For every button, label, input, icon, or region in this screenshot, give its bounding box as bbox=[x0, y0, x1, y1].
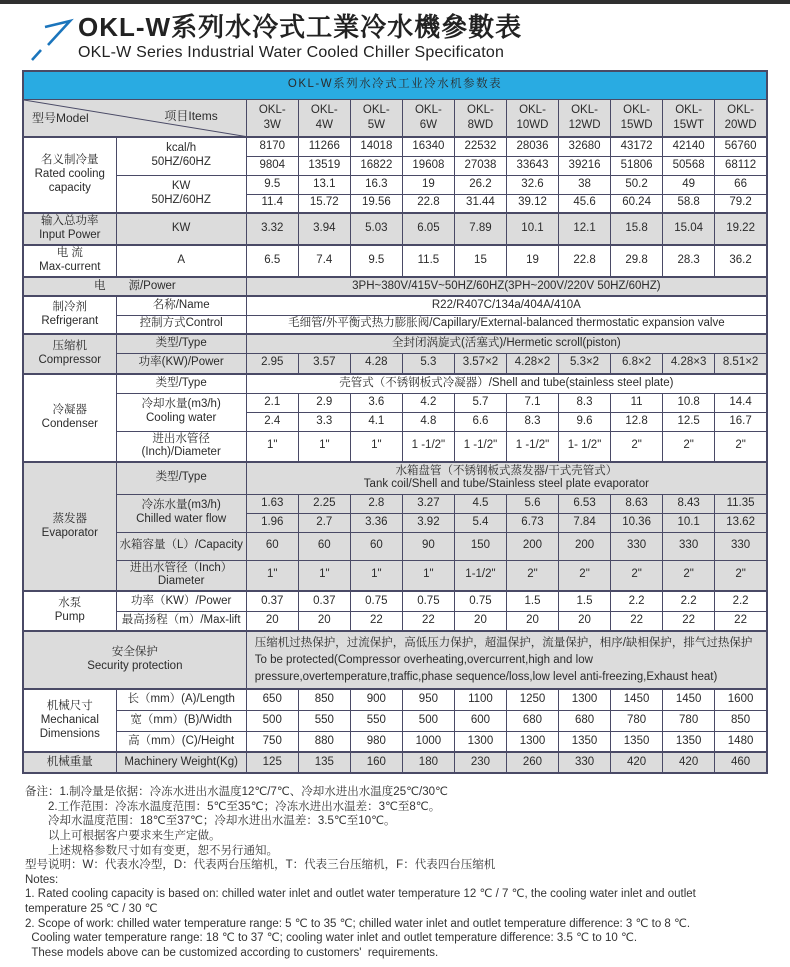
value-rated-cooling-r0-c1: 11266 bbox=[298, 137, 350, 156]
span-value-security-0: 压缩机过热保护，过流保护，高低压力保护，超温保护，流量保护，相序/缺相保护，排气过热保护 To be protected(Compressor overheating,overcurrent,high and low pressure,overtemperature,traffic,phase sequence/loss,low level anti-freezing,Exhaust heat) bbox=[246, 631, 767, 689]
value-weight-r0-c5: 260 bbox=[506, 752, 558, 773]
value-dimensions-r2-c3: 1000 bbox=[402, 731, 454, 752]
value-condenser-r3-c4: 1 -1/2" bbox=[454, 431, 506, 462]
value-condenser-r1-c0: 2.1 bbox=[246, 393, 298, 412]
value-weight-r0-c1: 135 bbox=[298, 752, 350, 773]
value-max-current-r0-c8: 28.3 bbox=[663, 245, 715, 277]
value-condenser-r2-c7: 12.8 bbox=[611, 412, 663, 431]
item-label-condenser-0: 类型/Type bbox=[116, 374, 246, 393]
note-line-6: Notes: bbox=[25, 873, 59, 886]
value-evaporator-r3-c8: 330 bbox=[663, 532, 715, 560]
value-pump-r1-c5: 20 bbox=[506, 611, 558, 631]
value-compressor-r1-c1: 3.57 bbox=[298, 353, 350, 374]
value-dimensions-r0-c7: 1450 bbox=[611, 689, 663, 710]
value-rated-cooling-r2-c7: 50.2 bbox=[611, 175, 663, 194]
value-evaporator-r3-c7: 330 bbox=[611, 532, 663, 560]
value-condenser-r3-c1: 1" bbox=[298, 431, 350, 462]
value-rated-cooling-r2-c3: 19 bbox=[402, 175, 454, 194]
notes-block bbox=[25, 785, 790, 960]
value-rated-cooling-r1-c9: 68112 bbox=[715, 156, 767, 175]
section-label-condenser: 冷凝器 Condenser bbox=[23, 374, 116, 462]
value-dimensions-r2-c4: 1300 bbox=[454, 731, 506, 752]
value-evaporator-r4-c1: 1" bbox=[298, 560, 350, 591]
span-value-compressor-0: 全封闭涡旋式(活塞式)/Hermetic scroll(piston) bbox=[246, 334, 767, 353]
value-evaporator-r2-c4: 5.4 bbox=[454, 513, 506, 532]
value-pump-r1-c0: 20 bbox=[246, 611, 298, 631]
item-label-evaporator-1: 冷冻水量(m3/h) Chilled water flow bbox=[116, 494, 246, 532]
table-row-rated-cooling-0 bbox=[23, 137, 767, 156]
table-row-max-current-0 bbox=[23, 245, 767, 277]
value-evaporator-r1-c7: 8.63 bbox=[611, 494, 663, 513]
value-compressor-r1-c7: 6.8×2 bbox=[611, 353, 663, 374]
value-evaporator-r3-c5: 200 bbox=[506, 532, 558, 560]
corner-model-label: 型号Model bbox=[32, 110, 89, 125]
value-rated-cooling-r3-c1: 15.72 bbox=[298, 194, 350, 213]
value-pump-r0-c8: 2.2 bbox=[663, 591, 715, 611]
value-rated-cooling-r0-c7: 43172 bbox=[611, 137, 663, 156]
table-row-evaporator-3 bbox=[23, 532, 767, 560]
value-dimensions-r1-c3: 500 bbox=[402, 710, 454, 731]
value-compressor-r1-c3: 5.3 bbox=[402, 353, 454, 374]
table-row-condenser-0 bbox=[23, 374, 767, 393]
arrow-up-right-icon bbox=[28, 15, 74, 63]
value-pump-r0-c9: 2.2 bbox=[715, 591, 767, 611]
column-header-okl-5w: OKL- 5W bbox=[350, 99, 402, 137]
value-dimensions-r2-c1: 880 bbox=[298, 731, 350, 752]
value-condenser-r2-c9: 16.7 bbox=[715, 412, 767, 431]
value-pump-r1-c8: 22 bbox=[663, 611, 715, 631]
value-pump-r0-c4: 0.75 bbox=[454, 591, 506, 611]
value-pump-r1-c6: 20 bbox=[559, 611, 611, 631]
value-condenser-r2-c8: 12.5 bbox=[663, 412, 715, 431]
value-dimensions-r1-c6: 680 bbox=[559, 710, 611, 731]
page-subtitle: OKL-W Series Industrial Water Cooled Chiller Specificaton bbox=[78, 43, 505, 61]
value-weight-r0-c8: 420 bbox=[663, 752, 715, 773]
value-condenser-r2-c4: 6.6 bbox=[454, 412, 506, 431]
table-row-refrigerant-1 bbox=[23, 315, 767, 334]
title-block bbox=[78, 13, 522, 62]
value-evaporator-r2-c0: 1.96 bbox=[246, 513, 298, 532]
value-compressor-r1-c2: 4.28 bbox=[350, 353, 402, 374]
table-row-evaporator-0 bbox=[23, 462, 767, 494]
value-evaporator-r1-c4: 4.5 bbox=[454, 494, 506, 513]
value-rated-cooling-r0-c4: 22532 bbox=[454, 137, 506, 156]
value-evaporator-r2-c3: 3.92 bbox=[402, 513, 454, 532]
item-label-input-power-0: KW bbox=[116, 213, 246, 245]
note-line-2: 冷却水温度范围：18℃至37℃；冷却水进出水温差：3.5℃至10℃。 bbox=[25, 815, 396, 828]
section-label-evaporator: 蒸发器 Evaporator bbox=[23, 462, 116, 591]
item-label-weight-0: Machinery Weight(Kg) bbox=[116, 752, 246, 773]
value-condenser-r3-c0: 1" bbox=[246, 431, 298, 462]
section-label-power-supply: 电 源/Power bbox=[23, 277, 246, 296]
item-label-dimensions-2: 高（mm）(C)/Height bbox=[116, 731, 246, 752]
section-label-dimensions: 机械尺寸 Mechanical Dimensions bbox=[23, 689, 116, 752]
note-line-0: 备注：1.制冷量是依据：冷冻水进出水温度12℃/7℃、冷却水进出水温度25℃/30℃ bbox=[25, 786, 448, 799]
table-row-evaporator-1 bbox=[23, 494, 767, 513]
value-dimensions-r0-c8: 1450 bbox=[663, 689, 715, 710]
item-label-condenser-3: 进出水管径 (Inch)/Diameter bbox=[116, 431, 246, 462]
value-dimensions-r2-c8: 1350 bbox=[663, 731, 715, 752]
value-rated-cooling-r2-c6: 38 bbox=[559, 175, 611, 194]
value-max-current-r0-c2: 9.5 bbox=[350, 245, 402, 277]
value-evaporator-r3-c6: 200 bbox=[559, 532, 611, 560]
corner-header-cell bbox=[23, 99, 246, 137]
value-rated-cooling-r0-c5: 28036 bbox=[506, 137, 558, 156]
value-dimensions-r0-c4: 1100 bbox=[454, 689, 506, 710]
column-header-okl-6w: OKL- 6W bbox=[402, 99, 454, 137]
value-pump-r0-c3: 0.75 bbox=[402, 591, 454, 611]
span-value-condenser-0: 壳管式（不锈钢板式冷凝器）/Shell and tube(stainless steel plate) bbox=[246, 374, 767, 393]
value-rated-cooling-r3-c5: 39.12 bbox=[506, 194, 558, 213]
value-max-current-r0-c0: 6.5 bbox=[246, 245, 298, 277]
value-rated-cooling-r3-c6: 45.6 bbox=[559, 194, 611, 213]
value-evaporator-r1-c9: 11.35 bbox=[715, 494, 767, 513]
value-evaporator-r1-c8: 8.43 bbox=[663, 494, 715, 513]
span-value-power-supply-0: 3PH~380V/415V~50HZ/60HZ(3PH~200V/220V 50HZ/60HZ) bbox=[246, 277, 767, 296]
value-dimensions-r1-c2: 550 bbox=[350, 710, 402, 731]
span-value-evaporator-0: 水箱盘管（不锈钢板式蒸发器/干式壳管式） Tank coil/Shell and tube/Stainless steel plate evaporator bbox=[246, 462, 767, 494]
value-dimensions-r2-c6: 1350 bbox=[559, 731, 611, 752]
value-weight-r0-c9: 460 bbox=[715, 752, 767, 773]
value-dimensions-r1-c8: 780 bbox=[663, 710, 715, 731]
section-label-input-power: 输入总功率 Input Power bbox=[23, 213, 116, 245]
value-evaporator-r4-c7: 2" bbox=[611, 560, 663, 591]
value-rated-cooling-r2-c1: 13.1 bbox=[298, 175, 350, 194]
value-rated-cooling-r2-c9: 66 bbox=[715, 175, 767, 194]
table-row-pump-0 bbox=[23, 591, 767, 611]
value-rated-cooling-r1-c4: 27038 bbox=[454, 156, 506, 175]
value-pump-r1-c7: 22 bbox=[611, 611, 663, 631]
value-weight-r0-c7: 420 bbox=[611, 752, 663, 773]
value-dimensions-r0-c9: 1600 bbox=[715, 689, 767, 710]
value-input-power-r0-c6: 12.1 bbox=[559, 213, 611, 245]
table-row-security-0 bbox=[23, 631, 767, 689]
value-rated-cooling-r3-c0: 11.4 bbox=[246, 194, 298, 213]
table-row-compressor-1 bbox=[23, 353, 767, 374]
value-condenser-r1-c5: 7.1 bbox=[506, 393, 558, 412]
value-evaporator-r1-c6: 6.53 bbox=[559, 494, 611, 513]
column-header-okl-15wt: OKL- 15WT bbox=[663, 99, 715, 137]
table-row-power-supply-0 bbox=[23, 277, 767, 296]
table-row-weight-0 bbox=[23, 752, 767, 773]
corner-items-label: 项目Items bbox=[164, 108, 218, 123]
item-label-evaporator-3: 水箱容量（L）/Capacity bbox=[116, 532, 246, 560]
value-evaporator-r3-c3: 90 bbox=[402, 532, 454, 560]
value-evaporator-r2-c9: 13.62 bbox=[715, 513, 767, 532]
item-label-dimensions-1: 宽（mm）(B)/Width bbox=[116, 710, 246, 731]
value-weight-r0-c2: 160 bbox=[350, 752, 402, 773]
value-weight-r0-c4: 230 bbox=[454, 752, 506, 773]
value-evaporator-r1-c5: 5.6 bbox=[506, 494, 558, 513]
note-line-8: temperature 25 ℃ / 30 ℃ bbox=[25, 902, 158, 915]
value-evaporator-r4-c3: 1" bbox=[402, 560, 454, 591]
table-row-rated-cooling-2 bbox=[23, 175, 767, 194]
value-pump-r0-c2: 0.75 bbox=[350, 591, 402, 611]
value-input-power-r0-c8: 15.04 bbox=[663, 213, 715, 245]
span-value-refrigerant-0: R22/R407C/134a/404A/410A bbox=[246, 296, 767, 315]
value-evaporator-r2-c6: 7.84 bbox=[559, 513, 611, 532]
value-rated-cooling-r2-c4: 26.2 bbox=[454, 175, 506, 194]
table-row-pump-1 bbox=[23, 611, 767, 631]
value-condenser-r2-c3: 4.8 bbox=[402, 412, 454, 431]
value-pump-r0-c5: 1.5 bbox=[506, 591, 558, 611]
value-pump-r0-c1: 0.37 bbox=[298, 591, 350, 611]
section-label-pump: 水泵 Pump bbox=[23, 591, 116, 631]
table-row-refrigerant-0 bbox=[23, 296, 767, 315]
value-evaporator-r2-c7: 10.36 bbox=[611, 513, 663, 532]
value-rated-cooling-r2-c2: 16.3 bbox=[350, 175, 402, 194]
value-dimensions-r2-c2: 980 bbox=[350, 731, 402, 752]
value-evaporator-r3-c4: 150 bbox=[454, 532, 506, 560]
value-max-current-r0-c9: 36.2 bbox=[715, 245, 767, 277]
column-header-okl-4w: OKL- 4W bbox=[298, 99, 350, 137]
value-input-power-r0-c1: 3.94 bbox=[298, 213, 350, 245]
value-condenser-r1-c1: 2.9 bbox=[298, 393, 350, 412]
value-evaporator-r4-c6: 2" bbox=[559, 560, 611, 591]
value-input-power-r0-c7: 15.8 bbox=[611, 213, 663, 245]
value-rated-cooling-r3-c7: 60.24 bbox=[611, 194, 663, 213]
value-pump-r0-c7: 2.2 bbox=[611, 591, 663, 611]
note-line-9: 2. Scope of work: chilled water temperature range: 5 ℃ to 35 ℃; chilled water inlet and outlet temperature difference: 3 ℃ to 8 ℃. bbox=[25, 917, 691, 930]
value-input-power-r0-c2: 5.03 bbox=[350, 213, 402, 245]
value-evaporator-r4-c5: 2" bbox=[506, 560, 558, 591]
value-condenser-r3-c8: 2" bbox=[663, 431, 715, 462]
value-condenser-r1-c8: 10.8 bbox=[663, 393, 715, 412]
value-pump-r0-c6: 1.5 bbox=[559, 591, 611, 611]
value-dimensions-r2-c0: 750 bbox=[246, 731, 298, 752]
item-label-rated-cooling-0: kcal/h 50HZ/60HZ bbox=[116, 137, 246, 175]
value-rated-cooling-r3-c8: 58.8 bbox=[663, 194, 715, 213]
value-dimensions-r0-c2: 900 bbox=[350, 689, 402, 710]
note-line-1: 2.工作范围：冷冻水温度范围：5℃至35℃；冷冻水进出水温差：3℃至8℃。 bbox=[25, 800, 441, 813]
value-rated-cooling-r0-c8: 42140 bbox=[663, 137, 715, 156]
value-pump-r1-c1: 20 bbox=[298, 611, 350, 631]
item-label-pump-0: 功率（KW）/Power bbox=[116, 591, 246, 611]
note-line-4: 上述规格参数尺寸如有变更，恕不另行通知。 bbox=[25, 844, 278, 857]
value-max-current-r0-c5: 19 bbox=[506, 245, 558, 277]
column-header-okl-15wd: OKL- 15WD bbox=[611, 99, 663, 137]
item-label-refrigerant-1: 控制方式Control bbox=[116, 315, 246, 334]
value-max-current-r0-c3: 11.5 bbox=[402, 245, 454, 277]
value-rated-cooling-r1-c5: 33643 bbox=[506, 156, 558, 175]
note-line-10: Cooling water temperature range: 18 ℃ to 37 ℃; cooling water inlet and outlet temperature difference: 3.5 ℃ to 10 ℃. bbox=[25, 932, 638, 945]
value-input-power-r0-c4: 7.89 bbox=[454, 213, 506, 245]
value-dimensions-r1-c5: 680 bbox=[506, 710, 558, 731]
value-condenser-r1-c7: 11 bbox=[611, 393, 663, 412]
value-evaporator-r1-c0: 1.63 bbox=[246, 494, 298, 513]
item-label-compressor-0: 类型/Type bbox=[116, 334, 246, 353]
value-max-current-r0-c7: 29.8 bbox=[611, 245, 663, 277]
value-dimensions-r1-c7: 780 bbox=[611, 710, 663, 731]
item-label-dimensions-0: 长（mm）(A)/Length bbox=[116, 689, 246, 710]
value-evaporator-r2-c8: 10.1 bbox=[663, 513, 715, 532]
value-condenser-r1-c6: 8.3 bbox=[559, 393, 611, 412]
value-condenser-r3-c2: 1" bbox=[350, 431, 402, 462]
value-max-current-r0-c4: 15 bbox=[454, 245, 506, 277]
value-condenser-r3-c5: 1 -1/2" bbox=[506, 431, 558, 462]
section-label-weight: 机械重量 bbox=[23, 752, 116, 773]
item-label-pump-1: 最高扬程（m）/Max-lift bbox=[116, 611, 246, 631]
table-row-condenser-1 bbox=[23, 393, 767, 412]
value-rated-cooling-r1-c3: 19608 bbox=[402, 156, 454, 175]
value-evaporator-r1-c2: 2.8 bbox=[350, 494, 402, 513]
value-dimensions-r1-c1: 550 bbox=[298, 710, 350, 731]
value-condenser-r1-c4: 5.7 bbox=[454, 393, 506, 412]
value-input-power-r0-c9: 19.22 bbox=[715, 213, 767, 245]
value-condenser-r3-c9: 2" bbox=[715, 431, 767, 462]
value-condenser-r3-c7: 2" bbox=[611, 431, 663, 462]
table-row-dimensions-2 bbox=[23, 731, 767, 752]
value-rated-cooling-r0-c2: 14018 bbox=[350, 137, 402, 156]
value-rated-cooling-r1-c7: 51806 bbox=[611, 156, 663, 175]
section-label-refrigerant: 制冷剂 Refrigerant bbox=[23, 296, 116, 334]
value-condenser-r3-c6: 1- 1/2" bbox=[559, 431, 611, 462]
item-label-evaporator-0: 类型/Type bbox=[116, 462, 246, 494]
item-label-compressor-1: 功率(KW)/Power bbox=[116, 353, 246, 374]
value-pump-r1-c2: 22 bbox=[350, 611, 402, 631]
section-label-compressor: 压缩机 Compressor bbox=[23, 334, 116, 374]
value-condenser-r3-c3: 1 -1/2" bbox=[402, 431, 454, 462]
value-max-current-r0-c1: 7.4 bbox=[298, 245, 350, 277]
value-evaporator-r3-c1: 60 bbox=[298, 532, 350, 560]
column-header-okl-12wd: OKL- 12WD bbox=[559, 99, 611, 137]
value-compressor-r1-c0: 2.95 bbox=[246, 353, 298, 374]
page-title: OKL-W系列水冷式工業冷水機參數表 bbox=[78, 12, 523, 42]
value-dimensions-r0-c6: 1300 bbox=[559, 689, 611, 710]
note-line-3: 以上可根据客户要求来生产定做。 bbox=[25, 829, 221, 842]
value-evaporator-r4-c8: 2" bbox=[663, 560, 715, 591]
item-label-evaporator-4: 进出水管径（Inch） Diameter bbox=[116, 560, 246, 591]
table-row-evaporator-4 bbox=[23, 560, 767, 591]
value-evaporator-r4-c4: 1-1/2" bbox=[454, 560, 506, 591]
column-header-okl-20wd: OKL- 20WD bbox=[715, 99, 767, 137]
column-header-okl-8wd: OKL- 8WD bbox=[454, 99, 506, 137]
value-rated-cooling-r3-c2: 19.56 bbox=[350, 194, 402, 213]
value-rated-cooling-r2-c8: 49 bbox=[663, 175, 715, 194]
value-input-power-r0-c0: 3.32 bbox=[246, 213, 298, 245]
value-compressor-r1-c9: 8.51×2 bbox=[715, 353, 767, 374]
value-rated-cooling-r0-c3: 16340 bbox=[402, 137, 454, 156]
value-rated-cooling-r1-c2: 16822 bbox=[350, 156, 402, 175]
value-rated-cooling-r1-c0: 9804 bbox=[246, 156, 298, 175]
value-rated-cooling-r2-c0: 9.5 bbox=[246, 175, 298, 194]
value-evaporator-r3-c0: 60 bbox=[246, 532, 298, 560]
column-header-okl-10wd: OKL- 10WD bbox=[506, 99, 558, 137]
value-condenser-r1-c3: 4.2 bbox=[402, 393, 454, 412]
spec-table bbox=[22, 70, 768, 774]
table-row-dimensions-1 bbox=[23, 710, 767, 731]
table-row-dimensions-0 bbox=[23, 689, 767, 710]
value-pump-r1-c4: 20 bbox=[454, 611, 506, 631]
span-value-refrigerant-1: 毛细管/外平衡式热力膨胀阀/Capillary/External-balanced thermostatic expansion valve bbox=[246, 315, 767, 334]
value-rated-cooling-r0-c9: 56760 bbox=[715, 137, 767, 156]
note-line-11: These models above can be customized according to customers' requirements. bbox=[25, 946, 439, 959]
note-line-5: 型号说明：W：代表水冷型，D：代表两台压缩机，T：代表三台压缩机，F：代表四台压缩机 bbox=[25, 859, 496, 872]
section-label-max-current: 电 流 Max-current bbox=[23, 245, 116, 277]
value-compressor-r1-c6: 5.3×2 bbox=[559, 353, 611, 374]
value-weight-r0-c0: 125 bbox=[246, 752, 298, 773]
value-evaporator-r1-c1: 2.25 bbox=[298, 494, 350, 513]
value-max-current-r0-c6: 22.8 bbox=[559, 245, 611, 277]
table-row-condenser-3 bbox=[23, 431, 767, 462]
value-input-power-r0-c3: 6.05 bbox=[402, 213, 454, 245]
value-dimensions-r2-c9: 1480 bbox=[715, 731, 767, 752]
value-evaporator-r4-c2: 1" bbox=[350, 560, 402, 591]
value-rated-cooling-r1-c6: 39216 bbox=[559, 156, 611, 175]
document-header bbox=[0, 4, 790, 66]
item-label-refrigerant-0: 名称/Name bbox=[116, 296, 246, 315]
value-dimensions-r1-c4: 600 bbox=[454, 710, 506, 731]
item-label-condenser-1: 冷却水量(m3/h) Cooling water bbox=[116, 393, 246, 431]
value-evaporator-r2-c2: 3.36 bbox=[350, 513, 402, 532]
value-rated-cooling-r3-c4: 31.44 bbox=[454, 194, 506, 213]
value-rated-cooling-r1-c8: 50568 bbox=[663, 156, 715, 175]
value-condenser-r2-c0: 2.4 bbox=[246, 412, 298, 431]
value-condenser-r2-c5: 8.3 bbox=[506, 412, 558, 431]
value-dimensions-r0-c5: 1250 bbox=[506, 689, 558, 710]
value-evaporator-r2-c5: 6.73 bbox=[506, 513, 558, 532]
table-row-input-power-0 bbox=[23, 213, 767, 245]
value-rated-cooling-r0-c6: 32680 bbox=[559, 137, 611, 156]
value-rated-cooling-r3-c9: 79.2 bbox=[715, 194, 767, 213]
value-dimensions-r0-c1: 850 bbox=[298, 689, 350, 710]
item-label-rated-cooling-2: KW 50HZ/60HZ bbox=[116, 175, 246, 213]
value-rated-cooling-r3-c3: 22.8 bbox=[402, 194, 454, 213]
value-dimensions-r1-c9: 850 bbox=[715, 710, 767, 731]
value-evaporator-r3-c2: 60 bbox=[350, 532, 402, 560]
value-compressor-r1-c5: 4.28×2 bbox=[506, 353, 558, 374]
value-weight-r0-c3: 180 bbox=[402, 752, 454, 773]
value-evaporator-r3-c9: 330 bbox=[715, 532, 767, 560]
section-label-security: 安全保护 Security protection bbox=[23, 631, 246, 689]
value-dimensions-r2-c5: 1300 bbox=[506, 731, 558, 752]
value-weight-r0-c6: 330 bbox=[559, 752, 611, 773]
column-header-okl-3w: OKL- 3W bbox=[246, 99, 298, 137]
value-rated-cooling-r1-c1: 13519 bbox=[298, 156, 350, 175]
value-condenser-r1-c2: 3.6 bbox=[350, 393, 402, 412]
value-compressor-r1-c4: 3.57×2 bbox=[454, 353, 506, 374]
value-pump-r0-c0: 0.37 bbox=[246, 591, 298, 611]
value-compressor-r1-c8: 4.28×3 bbox=[663, 353, 715, 374]
table-row-compressor-0 bbox=[23, 334, 767, 353]
value-evaporator-r1-c3: 3.27 bbox=[402, 494, 454, 513]
value-dimensions-r2-c7: 1350 bbox=[611, 731, 663, 752]
value-rated-cooling-r0-c0: 8170 bbox=[246, 137, 298, 156]
value-condenser-r1-c9: 14.4 bbox=[715, 393, 767, 412]
value-dimensions-r1-c0: 500 bbox=[246, 710, 298, 731]
value-evaporator-r4-c9: 2" bbox=[715, 560, 767, 591]
value-input-power-r0-c5: 10.1 bbox=[506, 213, 558, 245]
note-line-7: 1. Rated cooling capacity is based on: chilled water inlet and outlet water temperature 12 ℃ / 7 ℃, the cooling water inlet and outlet bbox=[25, 888, 696, 901]
value-pump-r1-c9: 22 bbox=[715, 611, 767, 631]
value-evaporator-r4-c0: 1" bbox=[246, 560, 298, 591]
value-condenser-r2-c1: 3.3 bbox=[298, 412, 350, 431]
column-header-row bbox=[23, 99, 767, 137]
value-dimensions-r0-c3: 950 bbox=[402, 689, 454, 710]
table-title-row bbox=[23, 71, 767, 99]
item-label-max-current-0: A bbox=[116, 245, 246, 277]
value-pump-r1-c3: 22 bbox=[402, 611, 454, 631]
section-label-rated-cooling: 名义制冷量 Rated cooling capacity bbox=[23, 137, 116, 213]
value-dimensions-r0-c0: 650 bbox=[246, 689, 298, 710]
value-rated-cooling-r2-c5: 32.6 bbox=[506, 175, 558, 194]
value-condenser-r2-c2: 4.1 bbox=[350, 412, 402, 431]
table-title: OKL-W系列水冷式工业冷水机参数表 bbox=[23, 71, 767, 99]
value-evaporator-r2-c1: 2.7 bbox=[298, 513, 350, 532]
value-condenser-r2-c6: 9.6 bbox=[559, 412, 611, 431]
